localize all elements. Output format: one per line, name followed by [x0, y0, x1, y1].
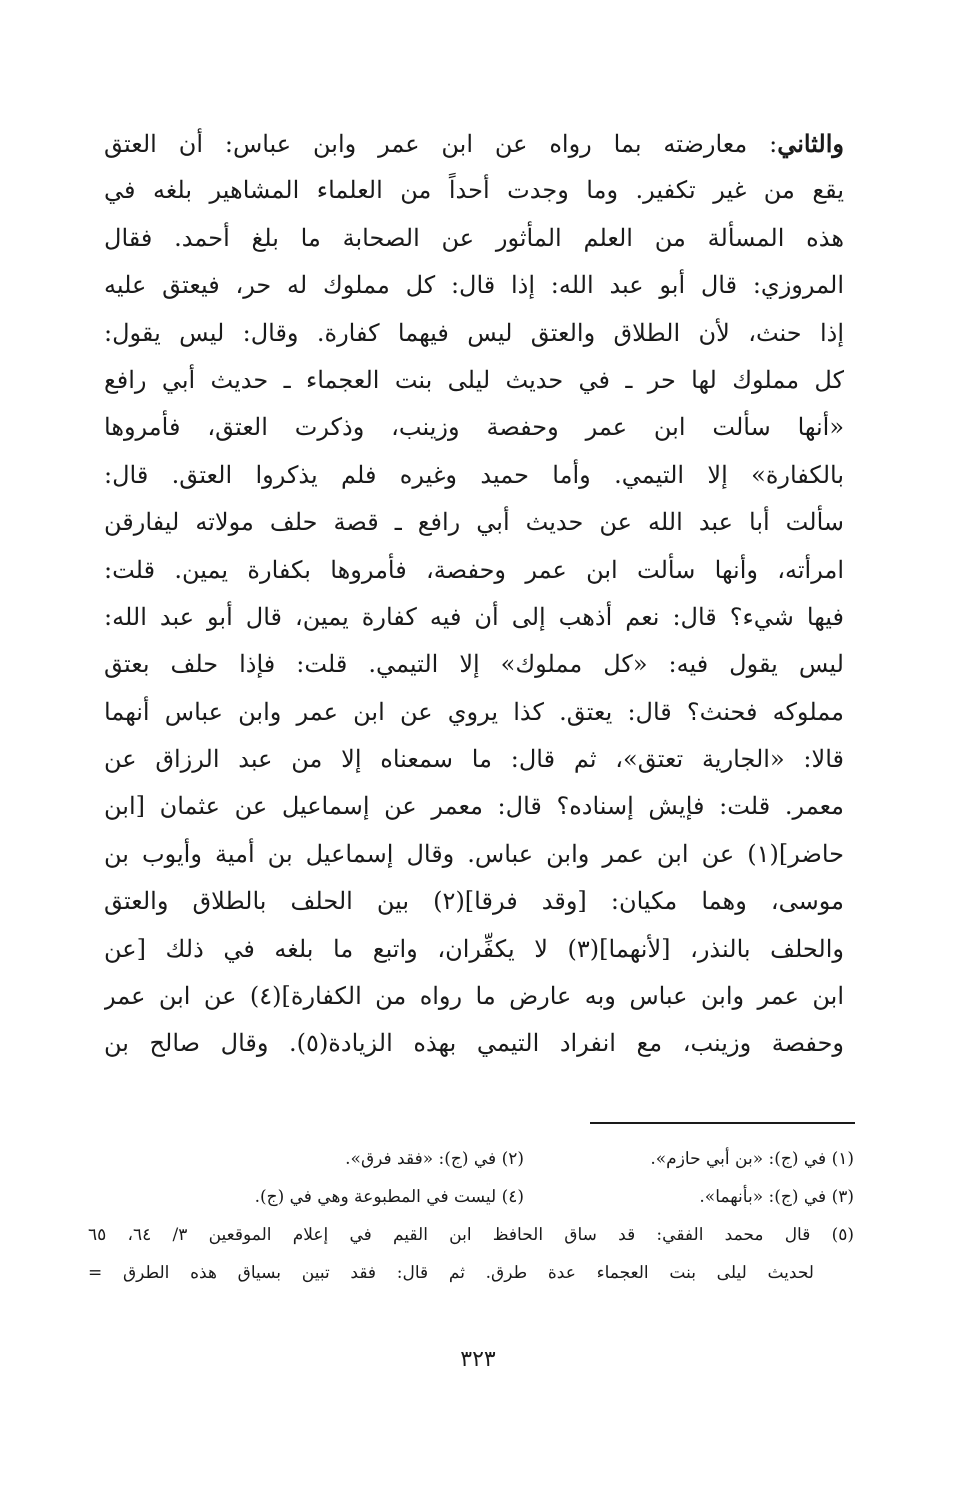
footnote-row-1	[88, 1140, 854, 1178]
footnote-5-line-2: لحديث ليلى بنت العجماء عدة طرق. ثم قال: فقد تبين بسياق هذه الطرق =	[88, 1263, 814, 1283]
text-line-17: موسى، وهما مكيان: [وقد فرقا](٢) بين الحلف بالطلاق والعتق	[104, 887, 844, 916]
text-line-12: ليس يقول فيه: «كل مملوك» إلا التيمي. قلت: فإذا حلف بعتق	[104, 650, 844, 679]
footnote-1: (١) في (ج): «بن أبي حازم».	[650, 1149, 854, 1169]
text-line-1	[104, 120, 844, 167]
text-line-5: إذا حنث، لأن الطلاق والعتق ليس فيهما كفارة. وقال: ليس يقول:	[104, 318, 844, 347]
text-line-20: وحفصة وزينب، مع انفراد التيمي بهذه الزيادة(٥). وقال صالح بن	[104, 1029, 844, 1058]
text-line-15: معمر. قلت: فإيش إسناده؟ قال: معمر عن إسماعيل عن عثمان [ابن	[104, 792, 844, 821]
lead-word: والثاني	[777, 129, 844, 158]
text-line-13: مملوكه فحنث؟ قال: يعتق. كذا يروي عن ابن عمر وابن عباس أنهما	[104, 697, 844, 726]
text-line-7: «أنها سألت ابن عمر وحفصة وزينب، وذكرت العتق، فأمروها	[104, 413, 844, 442]
footnote-4: (٤) ليست في المطبوعة وهي في (ج).	[254, 1187, 524, 1207]
text-line-8: بالكفارة» إلا التيمي. وأما حميد وغيره فلم يذكروا العتق. قال:	[104, 460, 844, 489]
text-line-14: قالا: «الجارية تعتق»، ثم قال: ما سمعناه إلا من عبد الرزاق عن	[104, 745, 844, 774]
footnote-3: (٣) في (ج): «بأنهما».	[699, 1187, 854, 1207]
footnote-2: (٢) في (ج): «فقد فرق».	[345, 1149, 524, 1169]
text-line-9: سألت أبا عبد الله عن حديث أبي رافع ـ قصة حلف مولاته ليفارقن	[104, 508, 844, 537]
text-line-1-rest: : معارضته بما رواه عن ابن عمر وابن عباس: أن العتق	[104, 130, 778, 158]
text-line-18: والحلف بالنذر، [لأنهما](٣) لا يكفِّران، واتبع ما بلغه في ذلك [عن	[104, 934, 844, 963]
text-line-6: كل مملوك لها حر ـ في حديث ليلى بنت العجماء ـ حديث أبي رافع	[104, 365, 844, 394]
text-line-11: فيها شيء؟ قال: نعم أذهب إلى أن فيه كفارة يمين، قال أبو عبد الله:	[104, 602, 844, 631]
page-number: ٣٢٣	[460, 1347, 496, 1372]
text-line-16: حاضر](١) عن ابن عمر وابن عباس. وقال إسماعيل بن أمية وأيوب بن	[104, 839, 844, 868]
text-line-3: هذه المسألة من العلم المأثور عن الصحابة ما بلغ أحمد. فقال	[104, 223, 844, 252]
footnotes	[88, 1140, 854, 1292]
footnote-separator	[590, 1122, 855, 1124]
footnote-5-line-1: (٥) قال محمد الفقي: قد ساق الحافظ ابن القيم في إعلام الموقعين ٣/ ٦٤، ٦٥	[88, 1225, 854, 1245]
text-line-10: امرأته، وأنها سألت ابن عمر وحفصة، فأمروها بكفارة يمين. قلت:	[104, 555, 844, 584]
text-line-2: يقع من غير تكفير. وما وجدت أحداً من العلماء المشاهير بلغه في	[104, 176, 844, 205]
main-text	[104, 120, 844, 1068]
footnote-row-2	[88, 1178, 854, 1216]
text-line-19: ابن عمر وابن عباس وبه عارض ما رواه من الكفارة](٤) عن ابن عمر	[104, 982, 844, 1011]
text-line-4: المروزي: قال أبو عبد الله: إذا قال: كل مملوك له حر، فيعتق عليه	[104, 271, 844, 300]
